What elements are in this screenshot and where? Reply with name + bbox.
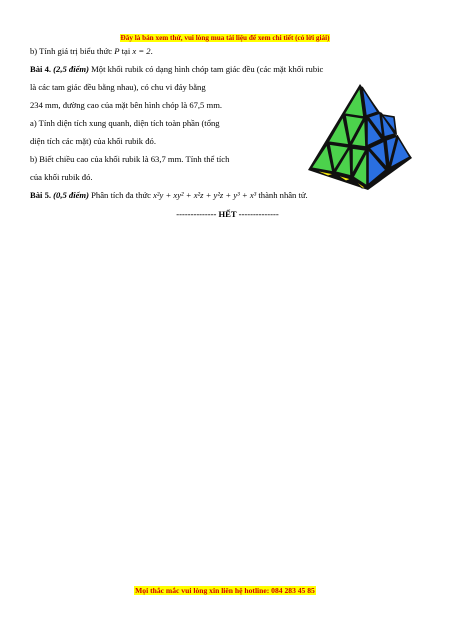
bai5-text: Phân tích đa thức: [91, 190, 151, 200]
bai5-end-text: thành nhân tử.: [258, 190, 308, 200]
bai4-a-1: a) Tính diện tích xung quanh, diện tích toàn phần (tổng: [30, 118, 220, 128]
bai4-b-2: của khối rubik đó.: [30, 172, 93, 182]
bai4-text-2: là các tam giác đều bằng nhau), có chu vi đáy bằng: [30, 82, 206, 92]
bai4-heading-line: [30, 60, 425, 78]
condition-x: x = 2: [132, 46, 151, 56]
pyramid-rubik-image: [306, 82, 414, 194]
bai5-polynomial: x²y + xy² + x²z + y²z + y³ + x³: [153, 190, 257, 200]
header-banner-text: Đây là bản xem thử, vui lòng mua tài liệu để xem chi tiết (có lời giải): [120, 34, 330, 42]
expr-P: P: [114, 46, 120, 56]
end-marker: -------------- HẾT --------------: [176, 209, 279, 219]
rubik-blue-face: [362, 87, 410, 185]
bai4-b-1: b) Biết chiều cao của khối rubik là 63,7 mm. Tính thể tích: [30, 154, 230, 164]
bai4-text-1: Một khối rubik có dạng hình chóp tam giác đều (các mặt khối rubic: [91, 64, 324, 74]
bai4-text-3: 234 mm, đường cao của mặt bên hình chóp là 67,5 mm.: [30, 100, 223, 110]
part-b-line: [30, 42, 425, 60]
bai4-label: Bài 4.: [30, 64, 52, 74]
tai-text: tại: [121, 46, 131, 56]
bai4-points: (2,5 điểm): [53, 64, 89, 74]
part-b-text: b) Tính giá trị biểu thức: [30, 46, 113, 56]
bai4-a-2: diện tích các mặt) của khối rubik đó.: [30, 136, 156, 146]
period: .: [150, 46, 153, 56]
footer-banner-text: Mọi thắc mắc vui lòng xin liên hệ hotline: 084 283 45 85: [135, 586, 315, 595]
bai5-label: Bài 5.: [30, 190, 52, 200]
footer-banner: [0, 580, 450, 598]
bai5-points: (0,5 điểm): [53, 190, 89, 200]
